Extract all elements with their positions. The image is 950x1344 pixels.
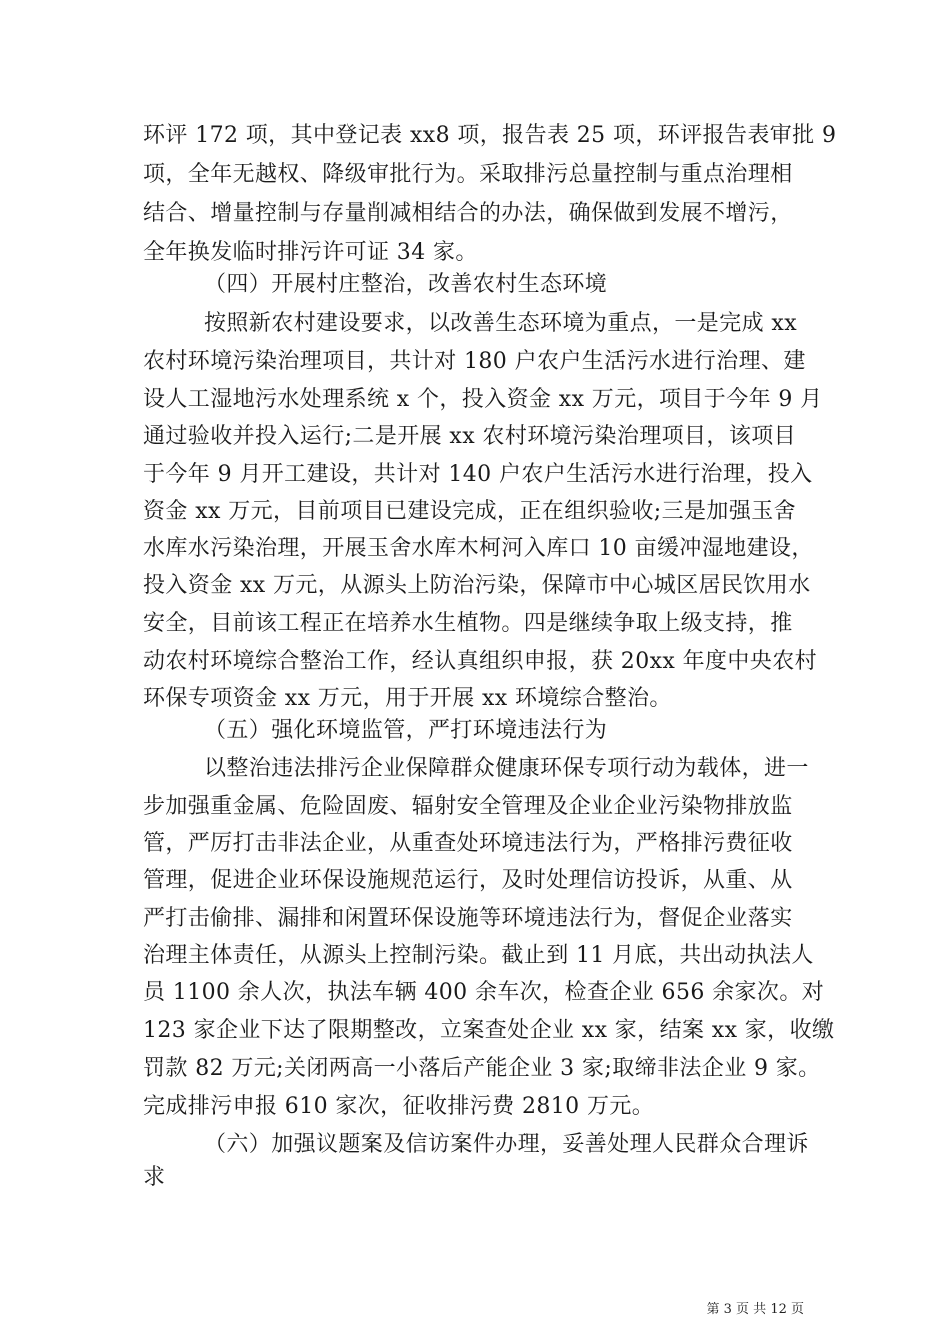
paragraph-line: 完成排污申报 610 家次，征收排污费 2810 万元。 <box>143 1094 655 1119</box>
paragraph-line: 123 家企业下达了限期整改，立案查处企业 xx 家，结案 xx 家，收缴 <box>143 1018 835 1043</box>
paragraph-line: 罚款 82 万元;关闭两高一小落后产能企业 3 家;取缔非法企业 9 家。 <box>143 1056 821 1081</box>
paragraph-line: 安全，目前该工程正在培养水生植物。四是继续争取上级支持，推 <box>143 611 793 636</box>
page-number: 第 3 页 共 12 页 <box>706 1302 804 1317</box>
paragraph-line: 以整治违法排污企业保障群众健康环保专项行动为载体，进一 <box>204 756 809 781</box>
section-heading: （五）强化环境监管，严打环境违法行为 <box>204 718 608 743</box>
paragraph-line: 管，严厉打击非法企业，从重查处环境违法行为，严格排污费征收 <box>143 831 793 856</box>
paragraph-line: 员 1100 余人次，执法车辆 400 余车次，检查企业 656 余家次。对 <box>143 980 825 1005</box>
section-heading: 求 <box>143 1165 166 1190</box>
paragraph-line: 投入资金 xx 万元，从源头上防治污染，保障市中心城区居民饮用水 <box>143 573 811 598</box>
paragraph-line: 动农村环境综合整治工作，经认真组织申报，获 20xx 年度中央农村 <box>143 649 817 674</box>
section-heading: （六）加强议题案及信访案件办理，妥善处理人民群众合理诉 <box>204 1132 809 1157</box>
paragraph-line: 全年换发临时排污许可证 34 家。 <box>143 240 478 265</box>
paragraph-line: 水库水污染治理，开展玉舍水库木柯河入库口 10 亩缓冲湿地建设， <box>143 536 814 561</box>
paragraph-line: 于今年 9 月开工建设，共计对 140 户农户生活污水进行治理，投入 <box>143 462 813 487</box>
section-heading: （四）开展村庄整治，改善农村生态环境 <box>204 272 608 297</box>
paragraph-line: 设人工湿地污水处理系统 x 个，投入资金 xx 万元，项目于今年 9 月 <box>143 387 823 412</box>
paragraph-line: 治理主体责任，从源头上控制污染。截止到 11 月底，共出动执法人 <box>143 943 814 968</box>
paragraph-line: 管理，促进企业环保设施规范运行，及时处理信访投诉，从重、从 <box>143 868 793 893</box>
paragraph-line: 按照新农村建设要求，以改善生态环境为重点，一是完成 xx <box>204 311 798 336</box>
paragraph-line: 结合、增量控制与存量削减相结合的办法，确保做到发展不增污， <box>143 201 793 226</box>
paragraph-line: 项，全年无越权、降级审批行为。采取排污总量控制与重点治理相 <box>143 162 793 187</box>
paragraph-line: 环保专项资金 xx 万元，用于开展 xx 环境综合整治。 <box>143 686 672 711</box>
paragraph-line: 通过验收并投入运行;二是开展 xx 农村环境污染治理项目，该项目 <box>143 424 797 449</box>
paragraph-line: 农村环境污染治理项目，共计对 180 户农户生活污水进行治理、建 <box>143 349 806 374</box>
paragraph-line: 严打击偷排、漏排和闲置环保设施等环境违法行为，督促企业落实 <box>143 906 793 931</box>
paragraph-line: 资金 xx 万元，目前项目已建设完成，正在组织验收;三是加强玉舍 <box>143 499 797 524</box>
paragraph-line: 环评 172 项，其中登记表 xx8 项，报告表 25 项，环评报告表审批 9 <box>143 123 837 148</box>
paragraph-line: 步加强重金属、危险固废、辐射安全管理及企业企业污染物排放监 <box>143 794 793 819</box>
